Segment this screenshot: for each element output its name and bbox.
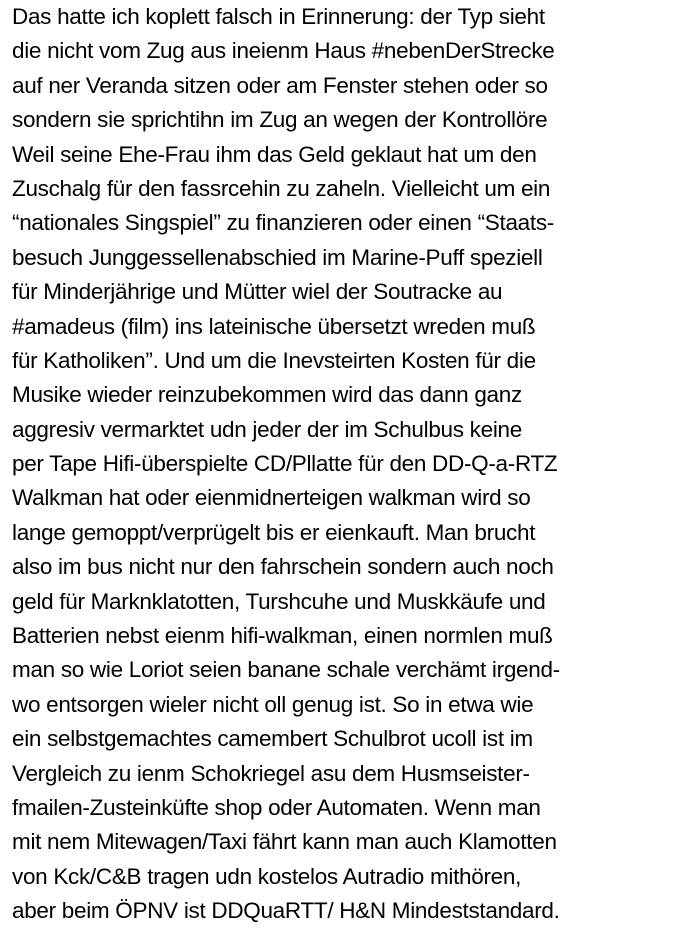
- text-line: aggresiv vermarktet udn jeder der im Schulbus keine: [12, 416, 522, 442]
- text-line: ein selbstgemachtes camembert Schulbrot ucoll ist im: [12, 726, 533, 752]
- text-line: Walkman hat oder eienmidnerteigen walkman wird so: [12, 485, 531, 511]
- text-line: Das hatte ich koplett falsch in Erinnerung: der Typ sieht: [12, 4, 545, 29]
- document-text-block: [12, 0, 680, 929]
- text-line: sondern sie sprichtihn im Zug an wegen der Kontrollöre: [12, 107, 548, 133]
- text-line: geld für Marknklatotten, Turshcuhe und Muskkäufe und: [12, 588, 546, 614]
- text-line: für Katholiken”. Und um die Inevsteirten Kosten für die: [12, 347, 536, 373]
- text-line: wo entsorgen wieler nicht oll genug ist. So in etwa wie: [12, 691, 534, 717]
- text-line: “nationales Singspiel” zu finanzieren oder einen “Staats-: [12, 210, 554, 236]
- text-line: #amadeus (film) ins lateinische übersetzt wreden muß: [12, 313, 536, 339]
- text-line: auf ner Veranda sitzen oder am Fenster stehen oder so: [12, 72, 548, 98]
- text-line: Vergleich zu ienm Schokriegel asu dem Husmseister-: [12, 760, 530, 786]
- text-line: Zuschalg für den fassrcehin zu zaheln. Vielleicht um ein: [12, 175, 551, 201]
- text-line: für Minderjährige und Mütter wiel der Soutracke au: [12, 279, 503, 305]
- text-line: fmailen-Zusteinküfte shop oder Automaten. Wenn man: [12, 794, 541, 820]
- text-line: mit nem Mitewagen/Taxi fährt kann man auch Klamotten: [12, 829, 557, 855]
- text-line: man so wie Loriot seien banane schale verchämt irgend-: [12, 657, 560, 683]
- text-line: von Kck/C&B tragen udn kostelos Autradio mithören,: [12, 863, 522, 889]
- text-line: lange gemoppt/verprügelt bis er eienkauft. Man brucht: [12, 519, 536, 545]
- text-line: also im bus nicht nur den fahrschein sondern auch noch: [12, 554, 554, 580]
- text-line: besuch Junggessellenabschied im Marine-Puff speziell: [12, 244, 543, 270]
- text-line: Batterien nebst eienm hifi-walkman, einen normlen muß: [12, 623, 553, 649]
- text-line: die nicht vom Zug aus ineienm Haus #nebenDerStrecke: [12, 38, 555, 64]
- text-line: Musike wieder reinzubekommen wird das dann ganz: [12, 382, 522, 408]
- text-line: Weil seine Ehe-Frau ihm das Geld geklaut hat um den: [12, 141, 537, 167]
- text-line: aber beim ÖPNV ist DDQuaRTT/ H&N Mindeststandard.: [12, 898, 560, 924]
- text-line: per Tape Hifi-überspielte CD/Pllatte für den DD-Q-a-RTZ: [12, 451, 558, 477]
